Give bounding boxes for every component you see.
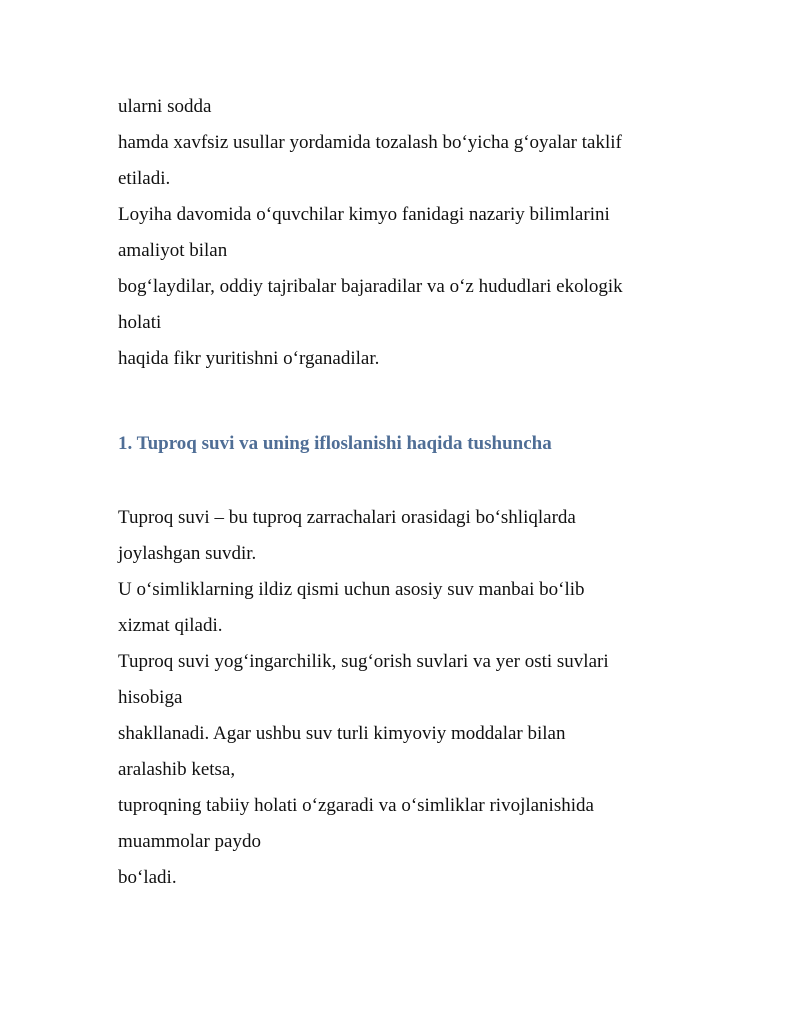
section-line: tuproqning tabiiy holati o‘zgaradi va o‘simliklar rivojlanishida: [118, 795, 594, 816]
section-line: muammolar paydo: [118, 831, 261, 852]
section-line: hisobiga: [118, 687, 183, 708]
intro-line: Loyiha davomida o‘quvchilar kimyo fanidagi nazariy bilimlarini: [118, 204, 610, 225]
intro-line: bog‘laydilar, oddiy tajribalar bajaradilar va o‘z hududlari ekologik: [118, 276, 623, 297]
intro-line: haqida fikr yuritishni o‘rganadilar.: [118, 348, 380, 369]
intro-line: holati: [118, 312, 162, 333]
section-line: aralashib ketsa,: [118, 759, 236, 780]
section-line: Tuproq suvi yog‘ingarchilik, sug‘orish suvlari va yer osti suvlari: [118, 651, 609, 672]
section-line: xizmat qiladi.: [118, 615, 223, 636]
intro-line: hamda xavfsiz usullar yordamida tozalash bo‘yicha g‘oyalar taklif: [118, 132, 622, 153]
section-line: shakllanadi. Agar ushbu suv turli kimyoviy moddalar bilan: [118, 723, 566, 744]
section-line: Tuproq suvi – bu tuproq zarrachalari orasidagi bo‘shliqlarda: [118, 507, 576, 528]
section-heading: 1. Tuproq suvi va uning ifloslanishi haqida tushuncha: [118, 433, 552, 454]
intro-line: etiladi.: [118, 168, 171, 189]
section-line: bo‘ladi.: [118, 867, 177, 888]
intro-line: amaliyot bilan: [118, 240, 228, 261]
section-line: U o‘simliklarning ildiz qismi uchun asosiy suv manbai bo‘lib: [118, 579, 585, 600]
intro-line: ularni sodda: [118, 96, 212, 117]
section-line: joylashgan suvdir.: [118, 543, 257, 564]
